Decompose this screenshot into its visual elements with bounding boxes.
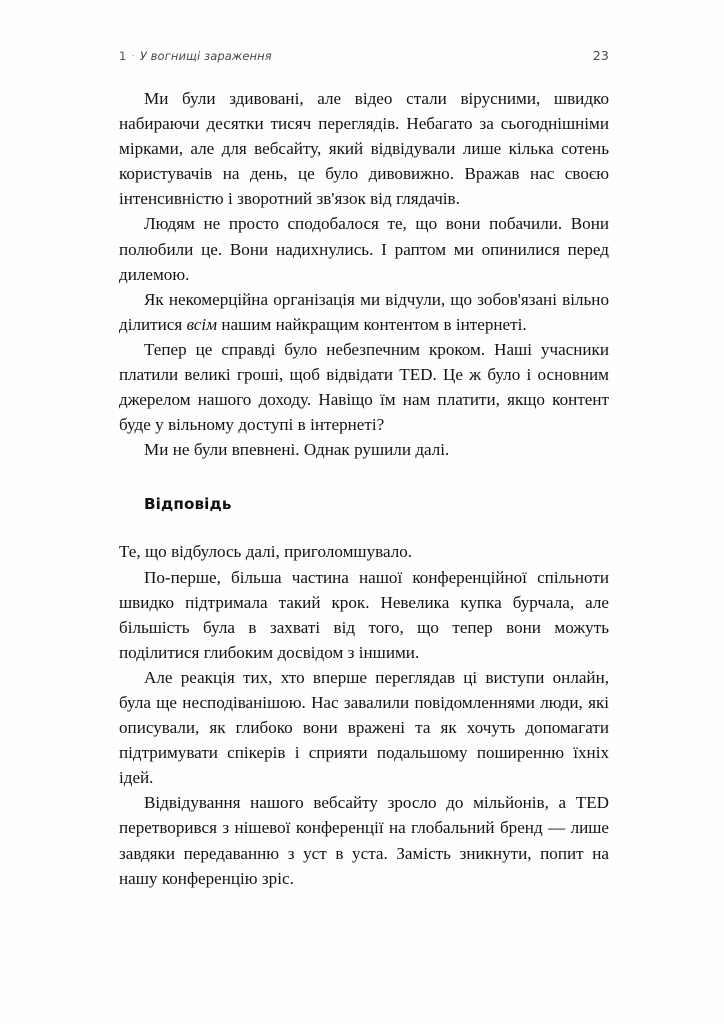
paragraph: Людям не просто сподобалося те, що вони побачили. Вони полюбили це. Вони надихнулись. І раптом ми опинилися перед дилемою.	[119, 214, 609, 284]
paragraph: Ми були здивовані, але відео стали вірусними, швидко набираючи десятки тисяч переглядів. Небагато за сьогоднішніми мірками, але для вебсайту, який відвідували лише кілька сотень користувачів на день, це було дивовижно. Вражав нас своєю інтенсивністю і зворотний зв'язок від глядачів.	[119, 89, 609, 209]
paragraph-text-segment: Як некомерційна організація ми відчули, що зобов'язані вільно ділитися	[119, 289, 609, 334]
body-text-block	[119, 86, 609, 891]
emphasized-word: всім	[186, 314, 218, 334]
chapter-number: 1	[119, 49, 127, 63]
running-head	[119, 48, 609, 68]
running-head-separator: ·	[131, 51, 135, 62]
paragraph: Тепер це справді було небезпечним кроком. Наші учасники платили великі гроші, щоб відвідати TED. Це ж було і основним джерелом нашого доходу. Навіщо їм нам платити, якщо контент буде у вільному доступі в інтернеті?	[119, 339, 609, 435]
paragraph: Відвідування нашого вебсайту зросло до мільйонів, а TED перетворився з нішевої конференції на глобальний бренд — лише завдяки передаванню з уст в уста. Замість зникнути, попит на нашу конференцію зріс.	[119, 793, 609, 888]
paragraph: Ми не були впевнені. Однак рушили далі.	[144, 440, 450, 460]
running-head-left	[119, 49, 272, 63]
spacer	[119, 462, 609, 493]
spacer	[119, 515, 609, 539]
paragraph-text-segment: нашим найкращим контентом в інтернеті.	[217, 314, 527, 334]
paragraph: Те, що відбулось далі, приголомшувало.	[119, 542, 413, 562]
paragraph	[119, 287, 609, 337]
paragraph: Але реакція тих, хто вперше переглядав ці виступи онлайн, була ще несподіванішою. Нас завалили повідомленнями люди, які описували, як глибоко вони вражені та як хочуть допомагати підтримувати спікерів і сприяти подальшому поширенню їхніх ідей.	[119, 667, 609, 788]
page-number: 23	[592, 48, 609, 63]
paragraph: По-перше, більша частина нашої конференційної спільноти швидко підтримала такий крок. Невелика купка бурчала, але більшість була в захваті від того, що тепер вони можуть поділитися глибоким досвідом з іншими.	[119, 567, 609, 662]
chapter-title: У вогнищі зараження	[139, 49, 272, 63]
section-subheading: Відповідь	[144, 495, 232, 514]
